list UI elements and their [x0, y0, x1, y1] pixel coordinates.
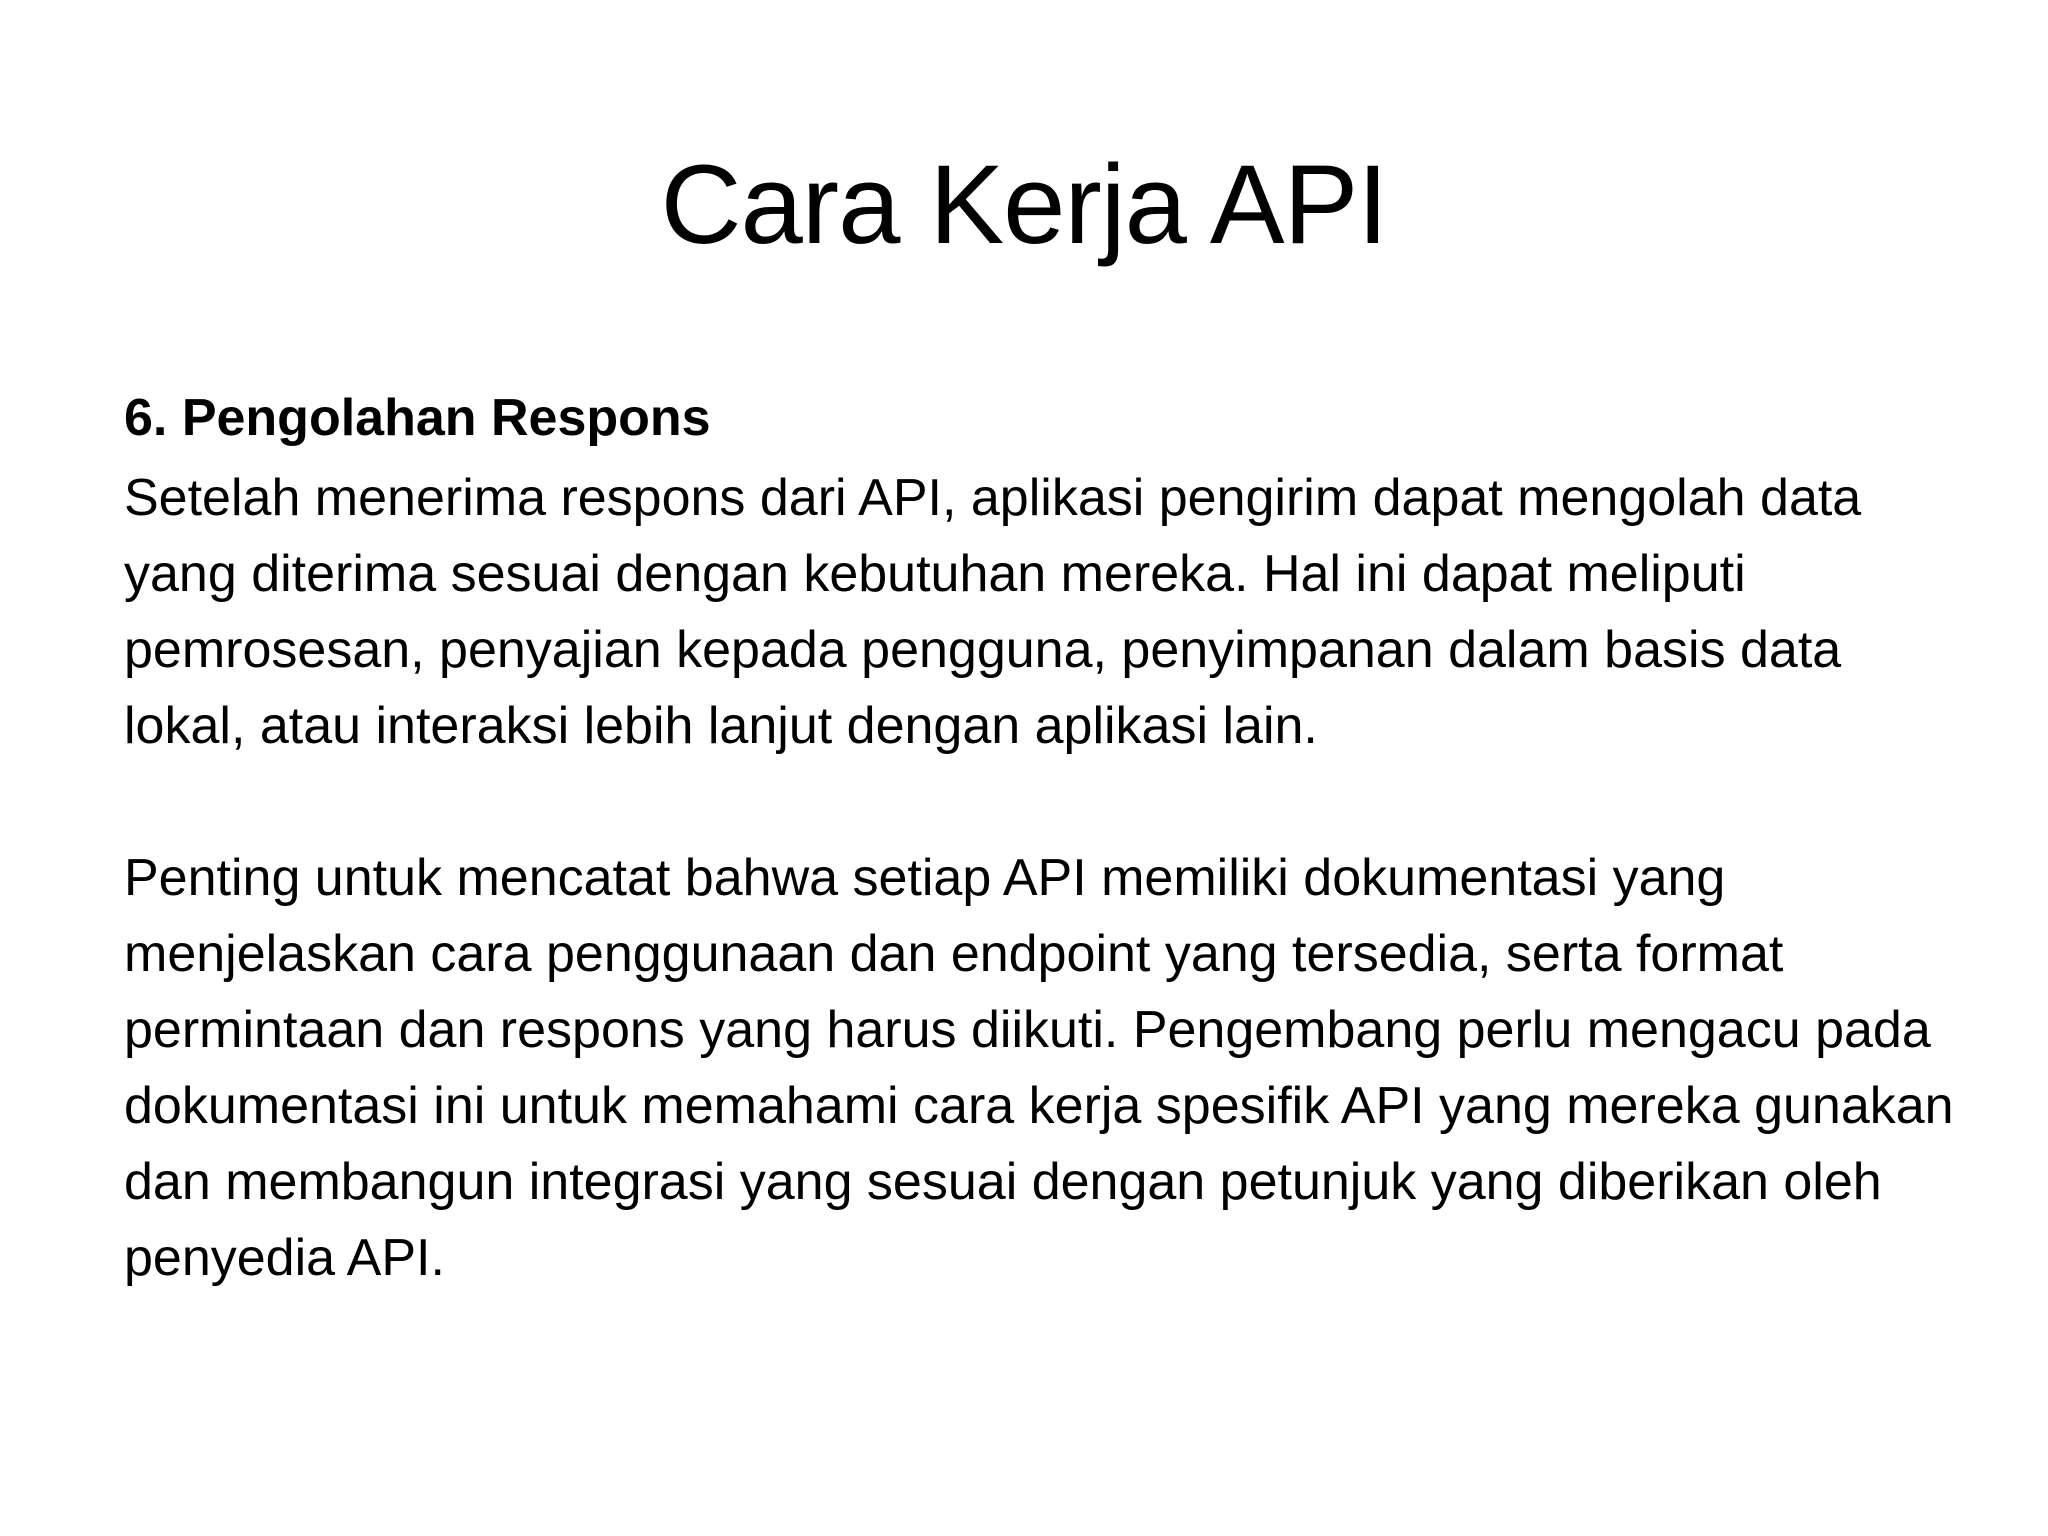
body-paragraph-documentation: Penting untuk mencatat bahwa setiap API memiliki dokumentasi yang menjelaskan cara penggunaan dan endpoint yang tersedia, serta format permintaan dan respons yang harus diikuti. Pengembang perlu mengacu pada dokumentasi ini untuk memahami cara kerja spesifik API yang mereka gunakan dan membangun integrasi yang sesuai dengan petunjuk yang diberikan oleh penyedia API.	[124, 849, 1954, 1287]
slide-body	[124, 380, 1964, 1296]
slide-title: Cara Kerja API	[660, 142, 1388, 267]
body-paragraph-response-processing: Setelah menerima respons dari API, aplikasi pengirim dapat mengolah data yang diterima sesuai dengan kebutuhan mereka. Hal ini dapat meliputi pemrosesan, penyajian kepada pengguna, penyimpanan dalam basis data lokal, atau interaksi lebih lanjut dengan aplikasi lain.	[124, 469, 1862, 755]
section-heading: 6. Pengolahan Respons	[124, 389, 711, 447]
